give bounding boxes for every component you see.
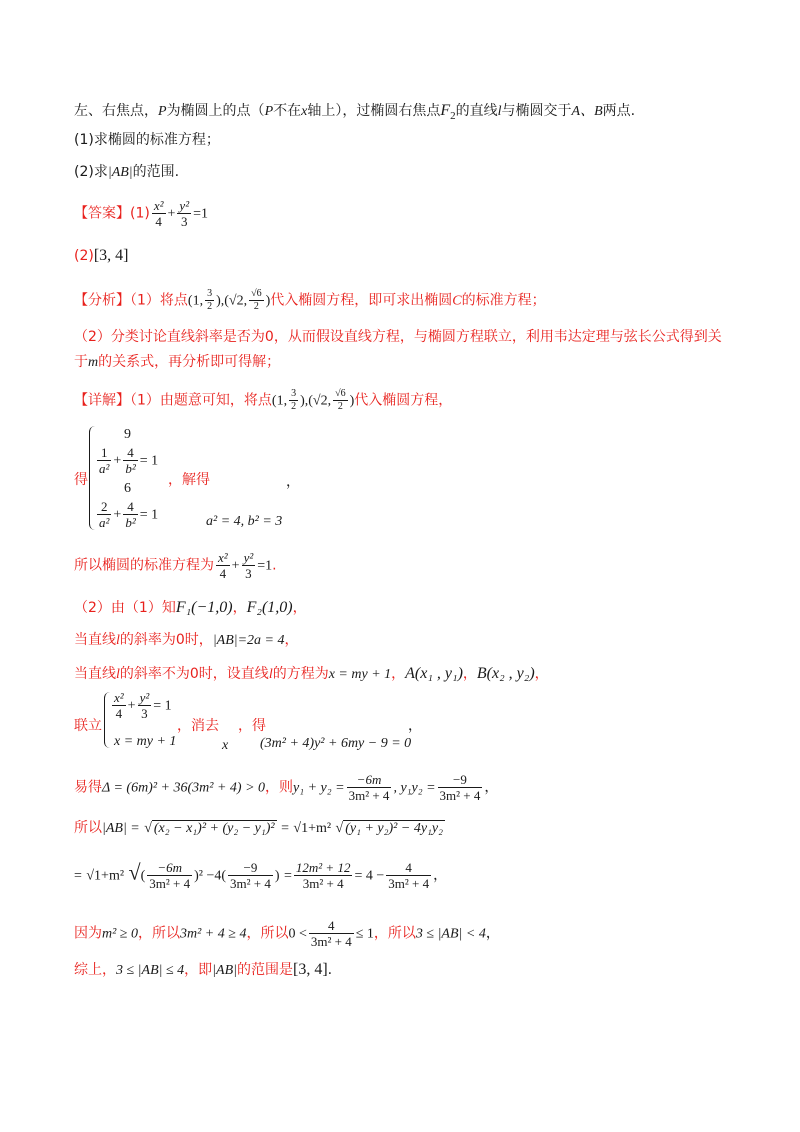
system2-end: ， [408, 718, 422, 734]
detail-1: 【详解】（1）由题意可知，将点(1, $\frac{3}{2}$ ),(√2, $\frac{√6}{2}$ )代入椭圆方程， [74, 388, 453, 412]
part2-foci: （2）由（1）知F₁(−1,0)，F₂(1,0)， [74, 599, 307, 616]
delta-line: 易得Δ = (6m)² + 36(3m² + 4) > 0，则y₁ + y₂ = $\frac{-6m}{\text{3m² + 4}}$ , y₁y₂ = $\frac{-9}{\text{3m² + 4}}$ ， [74, 772, 499, 803]
because-line: 因为m² ≥ 0，所以3m² + 4 ≥ 4，所以0 < $\frac{4}{\text{3m² + 4}}$ ≤ 1，所以3 ≤ |AB| < 4， [74, 918, 500, 949]
system1-row1: $\frac{1}{\text{a²}}$ + $\frac{4}{\text{b²}}$ = 1 [99, 445, 159, 476]
system2-row2: x = my + 1 [114, 734, 177, 749]
standard-equation: 所以椭圆的标准方程为 $\frac{\text{x²}}{4}$ + $\frac{\text{y²}}{3}$ =1. [74, 550, 277, 581]
conclusion-line: 综上，3 ≤ |AB| ≤ 4，即|AB|的范围是[3, 4]. [74, 961, 333, 978]
system1-result: a² = 4, b² = 3 [206, 514, 283, 529]
analysis-3: 于m的关系式，再分析即可得解； [74, 354, 281, 370]
system2-label: 联立 [74, 718, 102, 734]
intro-line: 左、右焦点，P为椭圆上的点（P不在x轴上），过椭圆右焦点$F_2$的直线l与椭圆交于A、B两点. [74, 102, 636, 122]
system1-comma: ， [286, 474, 300, 490]
frac-y2-3: $\frac{\text{y²}}{3}$ [179, 198, 190, 229]
analysis-1: 【分析】（1）将点(1, $\frac{3}{2}$ ),(√2, $\frac{√6}{2}$ )代入椭圆方程，即可求出椭圆C的标准方程； [74, 288, 546, 312]
system2-row1: $\frac{\text{x²}}{4}$ + $\frac{\text{y²}}{3}$ = 1 [114, 690, 172, 721]
system2-x: x [222, 738, 229, 753]
chord-length-2: = √1+m² √( $\frac{-6m}{\text{3m² + 4}}$ )² −4( $\frac{-9}{\text{3m² + 4}}$ ) = $\frac{\text{12m² + 12}}{\text{3m² + 4}}$ = 4 − $\frac{4}{\text{3m² + 4}}$ ， [74, 859, 448, 891]
system2-eliminate: ，消去 [177, 718, 219, 734]
system2-quadratic: (3m² + 4)y² + 6my − 9 = 0 [260, 736, 412, 751]
chord-length-1: 所以|AB| = √ (x₂ − x₁)² + (y₂ − y₁)² = √1+m² √ (y₁ + y₂)² − 4y₁y₂ [74, 820, 443, 836]
frac-x2-4: $\frac{\text{x²}}{4}$ [153, 198, 164, 229]
question-1: (1)求椭圆的标准方程； [74, 132, 220, 148]
slope-zero: 当直线l的斜率为0时，|AB|=2a = 4， [74, 632, 299, 648]
system1-solve: ，解得 [168, 472, 210, 488]
system1-nine: 9 [124, 427, 131, 442]
system2-get: ，得 [238, 718, 266, 734]
answer-2: (2)[3, 4] [74, 247, 129, 264]
slope-nonzero: 当直线l的斜率不为0时，设直线l的方程为x = my + 1，A(x₁ , y₁)，B(x₂ , y₂)， [74, 665, 549, 682]
system1-label: 得 [74, 472, 88, 488]
system1-row2: $\frac{2}{\text{a²}}$ + $\frac{4}{\text{b²}}$ = 1 [99, 499, 159, 530]
answer-1: 【答案】(1) $\frac{\text{x²}}{4}$ + $\frac{\text{y²}}{3}$ =1 [74, 198, 208, 229]
analysis-2: （2）分类讨论直线斜率是否为0，从而假设直线方程，与椭圆方程联立，利用韦达定理与弦长公式得到关 [74, 329, 722, 345]
question-2: (2)求|AB|的范围. [74, 164, 180, 180]
system1-six: 6 [124, 481, 131, 496]
